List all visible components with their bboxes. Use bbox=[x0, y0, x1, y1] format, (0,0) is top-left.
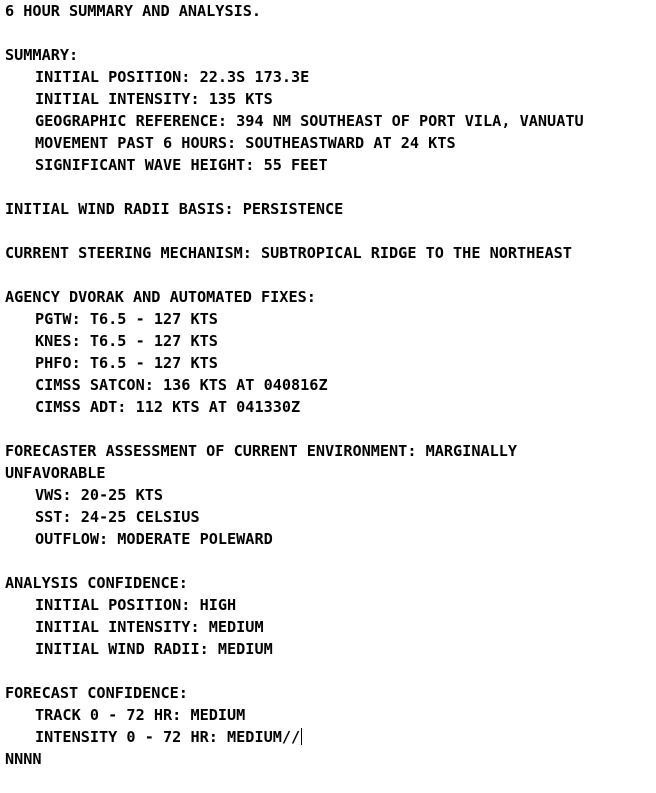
analysis-confidence-position: INITIAL POSITION: HIGH bbox=[35, 596, 237, 614]
fixes-heading: AGENCY DVORAK AND AUTOMATED FIXES: bbox=[5, 288, 316, 306]
environment-heading-continued: UNFAVORABLE bbox=[5, 464, 106, 482]
analysis-confidence-wind-radii: INITIAL WIND RADII: MEDIUM bbox=[35, 640, 273, 658]
spacer bbox=[5, 22, 655, 44]
environment-item-vws: VWS: 20-25 KTS bbox=[35, 486, 164, 504]
forecast-confidence-intensity-line[interactable] bbox=[5, 726, 655, 748]
wind-radii-basis: INITIAL WIND RADII BASIS: PERSISTENCE bbox=[5, 200, 344, 218]
environment-item-sst: SST: 24-25 CELSIUS bbox=[35, 508, 200, 526]
summary-heading: SUMMARY: bbox=[5, 46, 79, 64]
summary-item-wave-height: SIGNIFICANT WAVE HEIGHT: 55 FEET bbox=[35, 156, 328, 174]
environment-item-outflow: OUTFLOW: MODERATE POLEWARD bbox=[35, 530, 273, 548]
analysis-confidence-intensity: INITIAL INTENSITY: MEDIUM bbox=[35, 618, 264, 636]
summary-item-initial-position: INITIAL POSITION: 22.3S 173.3E bbox=[35, 68, 310, 86]
spacer bbox=[5, 220, 655, 242]
analysis-confidence-heading: ANALYSIS CONFIDENCE: bbox=[5, 574, 188, 592]
bulletin-text bbox=[5, 0, 655, 770]
forecast-confidence-track: TRACK 0 - 72 HR: MEDIUM bbox=[35, 706, 246, 724]
spacer bbox=[5, 264, 655, 286]
steering-mechanism: CURRENT STEERING MECHANISM: SUBTROPICAL RIDGE TO THE NORTHEAST bbox=[5, 244, 572, 262]
forecast-confidence-heading: FORECAST CONFIDENCE: bbox=[5, 684, 188, 702]
text-cursor bbox=[301, 728, 302, 745]
summary-item-geographic-reference: GEOGRAPHIC REFERENCE: 394 NM SOUTHEAST OF PORT VILA, VANUATU bbox=[35, 112, 584, 130]
fix-item-cimss-adt: CIMSS ADT: 112 KTS AT 041330Z bbox=[35, 398, 301, 416]
fix-item-cimss-satcon: CIMSS SATCON: 136 KTS AT 040816Z bbox=[35, 376, 328, 394]
environment-heading: FORECASTER ASSESSMENT OF CURRENT ENVIRONMENT: MARGINALLY bbox=[5, 442, 518, 460]
fix-item-knes: KNES: T6.5 - 127 KTS bbox=[35, 332, 218, 350]
forecast-confidence-intensity: INTENSITY 0 - 72 HR: MEDIUM// bbox=[35, 728, 301, 746]
end-marker: NNNN bbox=[5, 750, 42, 768]
spacer bbox=[5, 550, 655, 572]
spacer bbox=[5, 176, 655, 198]
fix-item-pgtw: PGTW: T6.5 - 127 KTS bbox=[35, 310, 218, 328]
summary-item-initial-intensity: INITIAL INTENSITY: 135 KTS bbox=[35, 90, 273, 108]
fix-item-phfo: PHFO: T6.5 - 127 KTS bbox=[35, 354, 218, 372]
summary-item-movement: MOVEMENT PAST 6 HOURS: SOUTHEASTWARD AT 24 KTS bbox=[35, 134, 456, 152]
spacer bbox=[5, 660, 655, 682]
spacer bbox=[5, 418, 655, 440]
bulletin-title: 6 HOUR SUMMARY AND ANALYSIS. bbox=[5, 2, 262, 20]
